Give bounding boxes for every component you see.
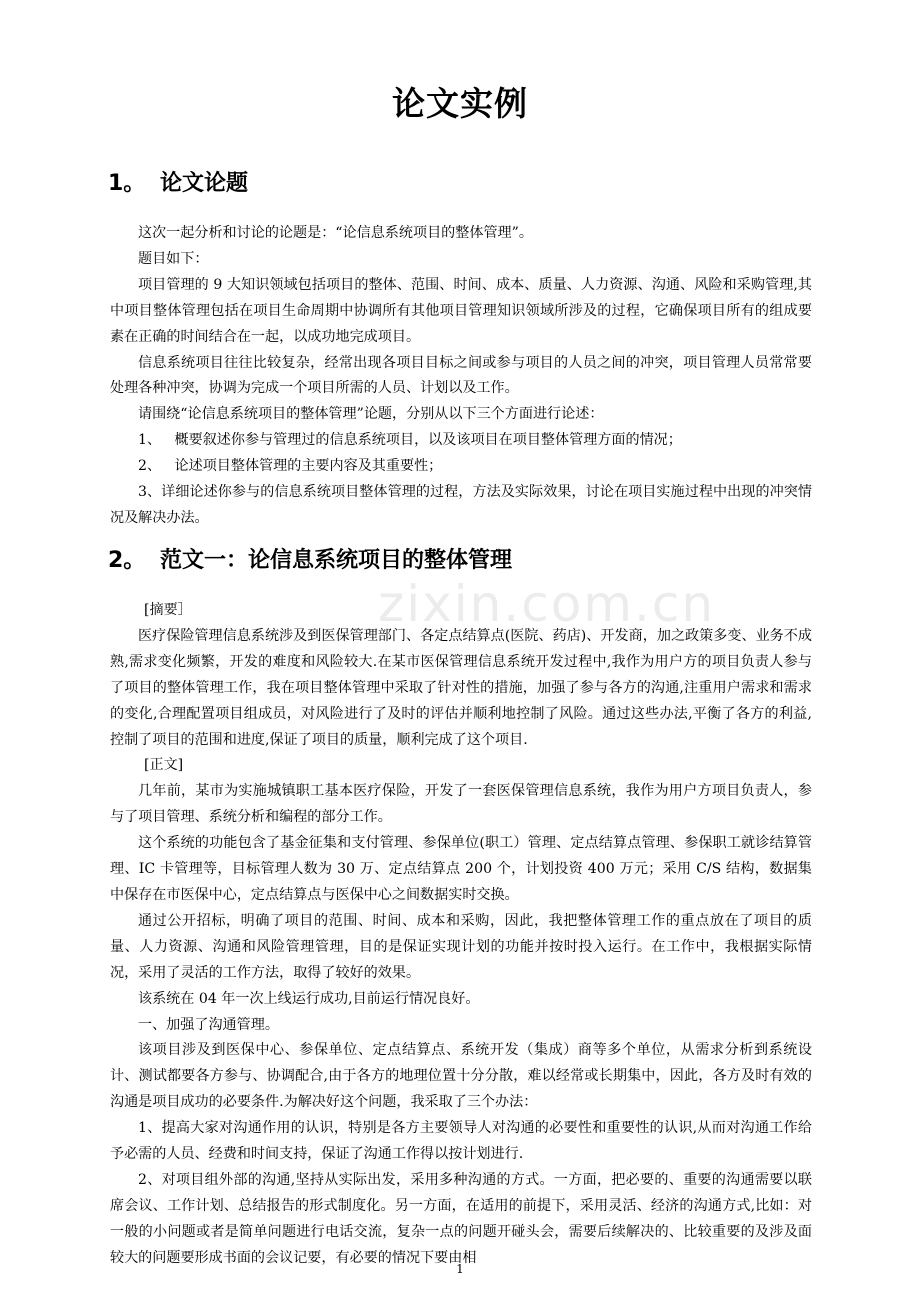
list-item: 1、 概要叙述你参与管理过的信息系统项目，以及该项目在项目整体管理方面的情况； xyxy=(138,432,682,449)
paragraph: 信息系统项目往往比较复杂，经常出现各项目目标之间或参与项目的人员之间的冲突，项目管理人员常常要处理各种冲突，协调为完成一个项目所需的人员、计划以及工作。 xyxy=(110,354,812,397)
abstract-paragraph: 医疗保险管理信息系统涉及到医保管理部门、各定点结算点(医院、药店)、开发商，加之政策多变、业务不成熟,需求变化频繁，开发的难度和风险较大.在某市医保管理信息系统开发过程中,我作为用户方的项目负责人参与了项目的整体管理工作，我在项目整体管理中采取了针对性的措施，加强了参与各方的沟通,注重用户需求和需求的变化,合理配置项目组成员，对风险进行了及时的评估并顺利地控制了风险。通过这些办法,平衡了各方的利益,控制了项目的范围和进度,保证了项目的质量，顺利完成了这个项目. xyxy=(110,627,812,748)
section-heading-2 xyxy=(108,543,512,574)
paragraph: 项目管理的 9 大知识领域包括项目的整体、范围、时间、成本、质量、人力资源、沟通、风险和采购管理,其中项目整体管理包括在项目生命周期中协调所有其他项目管理知识领域所涉及的过程，它确保项目所有的组成要素在正确的时间结合在一起，以成功地完成项目。 xyxy=(110,276,812,345)
abstract-label: [摘要］ xyxy=(144,602,192,618)
list-item: 2、 论述项目整体管理的主要内容及其重要性； xyxy=(138,458,443,475)
section-heading-1 xyxy=(108,166,248,197)
paragraph: 该项目涉及到医保中心、参保单位、定点结算点、系统开发（集成）商等多个单位，从需求分析到系统设计、测试都要各方参与、协调配合,由于各方的地理位置十分分散，难以经常或长期集中，因此，各方及时有效的沟通是项目成功的必要条件.为解决好这个问题，我采取了三个办法： xyxy=(110,1042,812,1111)
page-number: 1 xyxy=(456,1262,464,1276)
section-title: 论文论题 xyxy=(160,171,249,196)
section-number: 1。 xyxy=(108,171,146,196)
paragraph: 请围绕“论信息系统项目的整体管理”论题，分别从以下三个方面进行论述： xyxy=(138,406,604,423)
watermark: zixin.com.cn xyxy=(378,575,716,633)
section-1-body xyxy=(110,221,812,532)
paragraph: 几年前，某市为实施城镇职工基本医疗保险，开发了一套医保管理信息系统，我作为用户方项目负责人，参与了项目管理、系统分析和编程的部分工作。 xyxy=(110,783,812,826)
section-number: 2。 xyxy=(108,548,146,573)
paragraph: 一、加强了沟通管理。 xyxy=(138,1016,279,1033)
paragraph: 这次一起分析和讨论的论题是：“论信息系统项目的整体管理”。 xyxy=(138,225,533,241)
page-title: 论文实例 xyxy=(392,84,528,123)
paragraph: 该系统在 04 年一次上线运行成功,目前运行情况良好。 xyxy=(138,990,480,1007)
paragraph: 题目如下： xyxy=(138,250,209,267)
paragraph: 这个系统的功能包含了基金征集和支付管理、参保单位(职工）管理、定点结算点管理、参保职工就诊结算管理、IC 卡管理等，目标管理人数为 30 万、定点结算点 200 个，计划投资 400 万元；采用 C/S 结构，数据集中保存在市医保中心，定点结算点与医保中心之间数据实时交换。 xyxy=(110,835,812,903)
section-2-body xyxy=(110,598,812,1272)
paragraph: 2、对项目组外部的沟通,坚持从实际出发，采用多种沟通的方式。一方面，把必要的、重要的沟通需要以联席会议、工作计划、总结报告的形式制度化。另一方面，在适用的前提下，采用灵活、经济的沟通方式,比如：对一般的小问题或者是简单问题进行电话交流，复杂一点的问题开碰头会，需要后续解决的、比较重要的及涉及面较大的问题要形成书面的会议记要，有必要的情况下要由相 xyxy=(110,1171,812,1266)
list-item: 3、详细论述你参与的信息系统项目整体管理的过程，方法及实际效果，讨论在项目实施过程中出现的冲突情况及解决办法。 xyxy=(110,484,812,526)
section-title: 范文一：论信息系统项目的整体管理 xyxy=(160,548,513,573)
paragraph: 通过公开招标，明确了项目的范围、时间、成本和采购，因此，我把整体管理工作的重点放在了项目的质量、人力资源、沟通和风险管理管理，目的是保证实现计划的功能并按时投入运行。在工作中，我根据实际情况，采用了灵活的工作方法，取得了较好的效果。 xyxy=(110,912,812,981)
paragraph: 1、提高大家对沟通作用的认识，特别是各方主要领导人对沟通的必要性和重要性的认识,从而对沟通工作给予必需的人员、经费和时间支持，保证了沟通工作得以按计划进行. xyxy=(110,1120,812,1163)
body-label: [正文] xyxy=(144,757,184,774)
